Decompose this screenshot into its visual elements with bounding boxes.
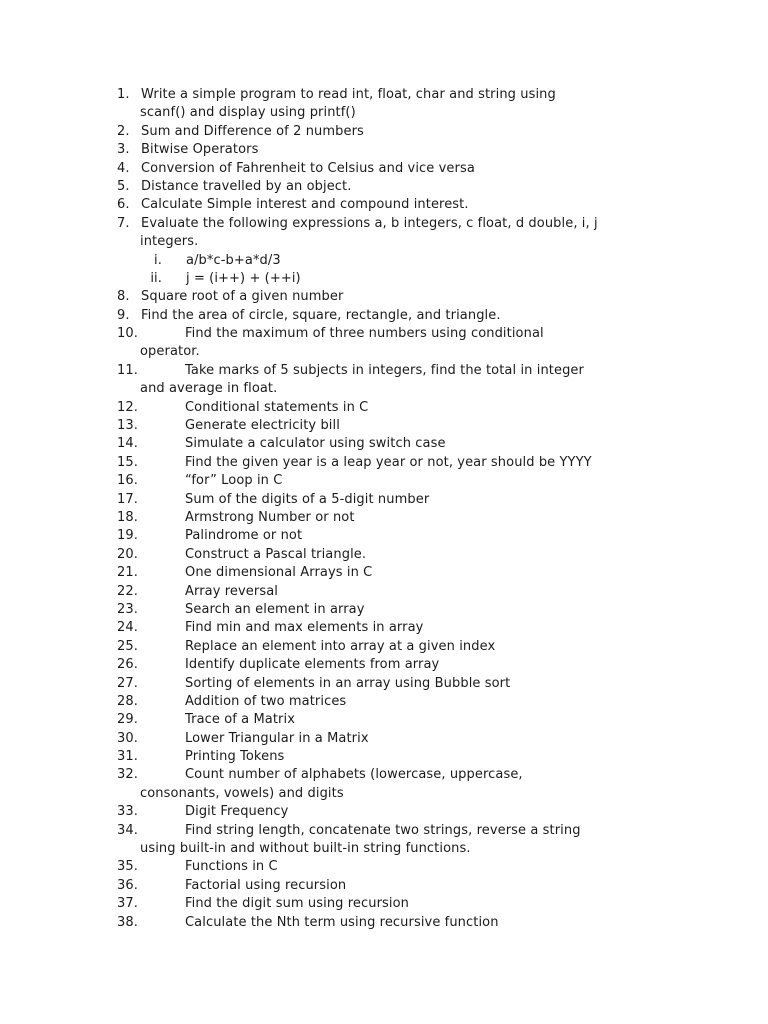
list-item-text: Write a simple program to read int, float, char and string using: [141, 87, 556, 102]
list-item-number: 26.: [117, 657, 138, 673]
list-item-line: [0, 858, 768, 876]
list-item-line: [0, 601, 768, 619]
list-item: [0, 693, 768, 711]
list-item-line: [0, 472, 768, 490]
list-item: [0, 822, 768, 859]
list-item: [0, 546, 768, 564]
list-item-text: Calculate Simple interest and compound interest.: [141, 197, 469, 213]
list-item-line: [0, 877, 768, 895]
list-item-number: 15.: [117, 454, 138, 470]
list-item-line: [0, 748, 768, 766]
list-item-line: [0, 417, 768, 435]
list-item-text: Sorting of elements in an array using Bubble sort: [185, 675, 511, 691]
list-item: [0, 399, 768, 417]
list-item-line: [0, 583, 768, 601]
list-item-line: [0, 822, 768, 840]
list-item-text: Search an element in array: [185, 601, 365, 617]
list-item-text: Generate electricity bill: [185, 418, 340, 434]
list-item-text: Identify duplicate elements from array: [185, 657, 440, 673]
list-item-number: 13.: [117, 418, 138, 434]
list-item: [0, 435, 768, 453]
list-item-text: Count number of alphabets (lowercase, uppercase,: [185, 767, 523, 783]
list-item-number: 11.: [117, 362, 138, 378]
list-item-continuation-line: [0, 343, 768, 361]
list-item: [0, 527, 768, 545]
list-item-text: Find the area of circle, square, rectangle, and triangle.: [141, 307, 501, 323]
list-item-number: 29.: [117, 712, 138, 728]
list-item-number: 3.: [117, 142, 130, 158]
list-item: [0, 472, 768, 490]
list-item-number: 37.: [117, 896, 138, 912]
list-item-number: 16.: [117, 473, 138, 489]
list-item: [0, 914, 768, 932]
list-item-text: Replace an element into array at a given index: [185, 638, 496, 654]
list-item: [0, 711, 768, 729]
list-item-continuation-line: [0, 840, 768, 858]
list-item-number: 6.: [117, 197, 130, 213]
list-item: [0, 417, 768, 435]
list-item-text: One dimensional Arrays in C: [185, 565, 373, 581]
list-item-text: Digit Frequency: [185, 804, 289, 820]
list-item-number: 1.: [117, 87, 130, 102]
list-item-line: [0, 546, 768, 564]
list-item-text: Square root of a given number: [141, 289, 344, 305]
list-item: [0, 803, 768, 821]
list-item: [0, 638, 768, 656]
list-item-number: 8.: [117, 289, 130, 305]
list-item-continuation-line: [0, 380, 768, 398]
list-item-text: Evaluate the following expressions a, b integers, c float, d double, i, j: [141, 215, 598, 231]
list-item-text: Construct a Pascal triangle.: [185, 546, 367, 562]
list-item-number: 31.: [117, 749, 138, 765]
list-item-number: 12.: [117, 399, 138, 415]
list-item-text: Find min and max elements in array: [185, 620, 424, 636]
list-item: [0, 454, 768, 472]
list-item-text: Array reversal: [185, 583, 278, 599]
list-item-line: [0, 160, 768, 178]
list-item-text: Factorial using recursion: [185, 877, 347, 893]
list-item-line: [0, 564, 768, 582]
list-item-number: 9.: [117, 307, 130, 323]
list-item-number: 18.: [117, 509, 138, 525]
list-item-text: Lower Triangular in a Matrix: [185, 730, 369, 746]
list-item-line: [0, 711, 768, 729]
list-item-line: [0, 123, 768, 141]
list-item: [0, 196, 768, 214]
list-item-number: 19.: [117, 528, 138, 544]
list-item: [0, 730, 768, 748]
list-item-text: “for” Loop in C: [185, 473, 283, 489]
list-item-continuation-line: [0, 233, 768, 251]
list-item: [0, 619, 768, 637]
list-item-text: using built-in and without built-in string functions.: [140, 841, 471, 857]
sub-list-item: [0, 252, 768, 270]
list-item-text: Conversion of Fahrenheit to Celsius and vice versa: [141, 160, 475, 176]
sub-list-item-number: i.: [154, 252, 162, 268]
list-item: [0, 491, 768, 509]
list-item: [0, 215, 768, 289]
list-item-number: 21.: [117, 565, 138, 581]
list-item: [0, 858, 768, 876]
list-item-text: and average in float.: [140, 381, 278, 397]
list-item: [0, 509, 768, 527]
list-item-text: scanf() and display using printf(): [140, 105, 356, 121]
list-item: [0, 362, 768, 399]
list-item-number: 35.: [117, 859, 138, 875]
list-item-text: Trace of a Matrix: [185, 712, 296, 728]
list-item-number: 24.: [117, 620, 138, 636]
list-item-text: Sum of the digits of a 5-digit number: [185, 491, 430, 507]
list-item-number: 27.: [117, 675, 138, 691]
list-item-number: 2.: [117, 123, 130, 139]
list-item: [0, 564, 768, 582]
list-item-text: Bitwise Operators: [141, 142, 259, 158]
list-item-line: [0, 619, 768, 637]
list-item: [0, 178, 768, 196]
list-item-line: [0, 86, 768, 104]
list-item: [0, 748, 768, 766]
list-item-line: [0, 730, 768, 748]
list-item-number: 7.: [117, 215, 130, 231]
list-item: [0, 123, 768, 141]
list-item-text: Find the digit sum using recursion: [185, 896, 410, 912]
list-item-line: [0, 325, 768, 343]
list-item-line: [0, 693, 768, 711]
list-item-line: [0, 435, 768, 453]
list-item-number: 23.: [117, 601, 138, 617]
list-item-line: [0, 399, 768, 417]
list-item-line: [0, 178, 768, 196]
list-item: [0, 601, 768, 619]
list-item-text: Sum and Difference of 2 numbers: [141, 123, 364, 139]
list-item-continuation-line: [0, 104, 768, 122]
list-item-number: 17.: [117, 491, 138, 507]
sub-list-item-text: j = (i++) + (++i): [186, 270, 301, 286]
list-item-text: consonants, vowels) and digits: [140, 785, 344, 801]
list-item-text: Calculate the Nth term using recursive function: [185, 914, 499, 930]
list-item-line: [0, 656, 768, 674]
list-item-text: Take marks of 5 subjects in integers, find the total in integer: [185, 362, 584, 378]
list-item-number: 38.: [117, 914, 138, 930]
list-item-number: 28.: [117, 693, 138, 709]
list-item: [0, 160, 768, 178]
list-item-number: 20.: [117, 546, 138, 562]
list-item: [0, 583, 768, 601]
list-item-continuation-line: [0, 785, 768, 803]
list-item-line: [0, 141, 768, 159]
list-item: [0, 675, 768, 693]
list-item-number: 22.: [117, 583, 138, 599]
list-item-line: [0, 527, 768, 545]
list-item: [0, 656, 768, 674]
list-item-line: [0, 491, 768, 509]
list-item-line: [0, 803, 768, 821]
sub-list-item-text: a/b*c-b+a*d/3: [186, 252, 281, 268]
list-item-line: [0, 766, 768, 784]
list-item-line: [0, 215, 768, 233]
list-item: [0, 307, 768, 325]
list-item-text: Functions in C: [185, 859, 278, 875]
list-item-text: operator.: [140, 344, 200, 360]
sub-list-item-number: ii.: [150, 270, 162, 286]
list-item-line: [0, 638, 768, 656]
list-item: [0, 895, 768, 913]
list-item-line: [0, 675, 768, 693]
list-item: [0, 288, 768, 306]
exercise-list: [0, 86, 768, 932]
list-item-text: Palindrome or not: [185, 528, 303, 544]
list-item-number: 10.: [117, 326, 138, 342]
list-item-line: [0, 196, 768, 214]
list-item: [0, 325, 768, 362]
list-item-line: [0, 509, 768, 527]
list-item-number: 34.: [117, 822, 138, 838]
list-item: [0, 141, 768, 159]
list-item-number: 32.: [117, 767, 138, 783]
list-item-text: Find the given year is a leap year or not, year should be YYYY: [185, 454, 592, 470]
list-item-line: [0, 307, 768, 325]
list-item-line: [0, 288, 768, 306]
list-item-number: 5.: [117, 178, 130, 194]
list-item-text: Distance travelled by an object.: [141, 178, 352, 194]
list-item-line: [0, 895, 768, 913]
list-item: [0, 766, 768, 803]
list-item: [0, 877, 768, 895]
list-item-line: [0, 454, 768, 472]
list-item-text: Printing Tokens: [185, 749, 285, 765]
list-item-number: 4.: [117, 160, 130, 176]
list-item-number: 25.: [117, 638, 138, 654]
list-item: [0, 86, 768, 123]
list-item-line: [0, 914, 768, 932]
list-item-text: Armstrong Number or not: [185, 509, 355, 525]
list-item-text: Addition of two matrices: [185, 693, 347, 709]
list-item-text: Simulate a calculator using switch case: [185, 436, 446, 452]
sub-list-item: [0, 270, 768, 288]
list-item-text: Find the maximum of three numbers using conditional: [185, 326, 544, 342]
list-item-number: 30.: [117, 730, 138, 746]
list-item-text: integers.: [140, 234, 199, 250]
list-item-number: 33.: [117, 804, 138, 820]
list-item-number: 14.: [117, 436, 138, 452]
list-item-line: [0, 362, 768, 380]
list-item-number: 36.: [117, 877, 138, 893]
list-item-text: Find string length, concatenate two strings, reverse a string: [185, 822, 581, 838]
list-item-text: Conditional statements in C: [185, 399, 369, 415]
